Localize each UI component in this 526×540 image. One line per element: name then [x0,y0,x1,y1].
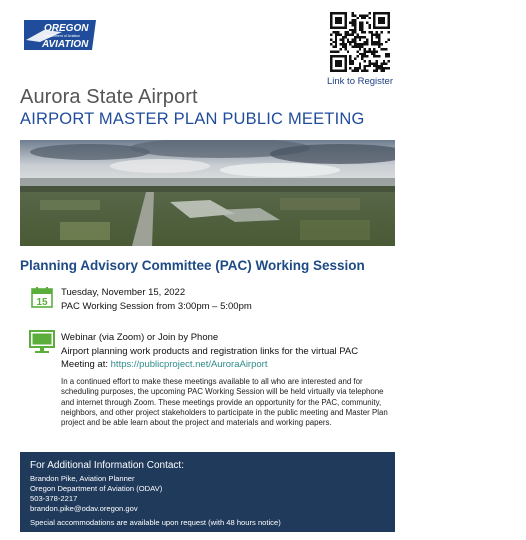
contact-title: For Additional Information Contact: [30,460,184,471]
session-time: PAC Working Session from 3:00pm – 5:00pm [61,301,252,312]
session-heading: Planning Advisory Committee (PAC) Working Session [20,258,365,273]
calendar-icon [31,286,53,308]
contact-name: Brandon Pike, Aviation Planner [30,474,135,483]
session-date: Tuesday, November 15, 2022 [61,287,186,298]
session-paragraph: In a continued effort to make these meetings available to all who are interested and for scheduling purposes, the upcoming PAC Working Session will be held virtually via telephone and internet through Zoom. These meetings provide an opportunity for the PAC, community, neighbors, and other project stakeholders to participate in the public meeting and Master Plan project and be able learn about the project and materials and working papers. [61,377,388,428]
oregon-aviation-logo [22,18,98,52]
contact-box [20,452,395,532]
register-link[interactable]: https://publicproject.net/AuroraAirport [110,359,268,370]
qr-caption[interactable]: Link to Register [326,76,393,87]
logo-line2: Department of Aviation [44,34,81,38]
webinar-title: Webinar (via Zoom) or Join by Phone [61,332,219,343]
venue-name: Aurora State Airport [20,86,198,108]
webinar-description [61,345,391,371]
contact-org: Oregon Department of Aviation (ODAV) [30,484,163,493]
calendar-day: 15 [36,297,48,308]
airport-aerial-photo [20,140,395,246]
monitor-icon [29,330,55,354]
webinar-desc-text: Airport planning work products and registration links for the virtual PAC Meeting at: [61,346,359,370]
accommodations-note: Special accommodations are available upon request (with 48 hours notice) [30,518,281,527]
qr-code[interactable] [330,12,390,72]
contact-phone[interactable]: 503-378-2217 [30,494,78,503]
logo-line1: OREGON [44,23,89,34]
contact-email[interactable]: brandon.pike@odav.oregon.gov [30,504,138,513]
logo-line3: AVIATION [42,39,89,50]
meeting-title: AIRPORT MASTER PLAN PUBLIC MEETING [20,110,365,128]
